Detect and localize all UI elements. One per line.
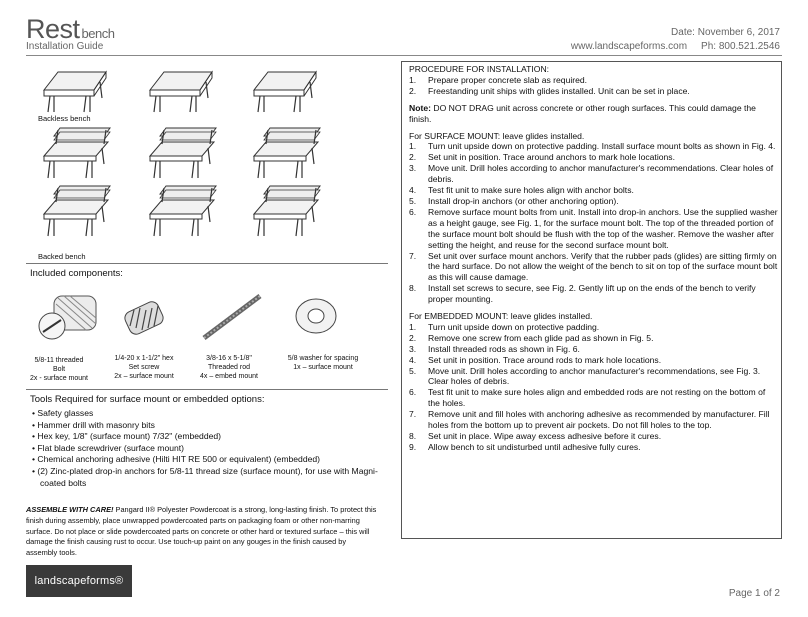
tools-list <box>32 408 382 489</box>
list-item: • (2) Zinc-plated drop-in anchors for 5/8-11 thread size (surface mount), for use with Magni-coated bolts <box>32 465 378 488</box>
components-title: Included components: <box>30 268 123 279</box>
list-item: 5. Move unit. Drill holes according to anchor manufacturer's recommendations, see Fig. 3. Clear holes of debris. <box>409 365 761 387</box>
component-threaded-rod: 3/8-16 x 5-1/8" Threaded rod 4x – embed mount <box>200 355 258 380</box>
document-subtitle: Installation Guide <box>26 41 104 52</box>
bolt-drawing <box>39 296 96 339</box>
backless-bench-label: Backless bench <box>38 114 91 123</box>
section-divider <box>26 389 388 390</box>
page-number: Page 1 of 2 <box>728 588 780 599</box>
list-item: • Hex key, 1/8" (surface mount) 7/32" (embedded) <box>32 431 222 442</box>
list-item: 9. Allow bench to sit undisturbed until adhesive fully cures. <box>409 441 641 452</box>
document-title: Rest bench <box>26 14 115 44</box>
list-item: 8. Install set screws to secure, see Fig. 2. Gently lift up on the ends of the bench to verify proper mounting. <box>409 283 756 305</box>
list-item: 3. Install threaded rods as shown in Fig. 6. <box>409 343 580 354</box>
procedure-note: Note: DO NOT DRAG unit across concrete or other rough surfaces. This could damage the finish. <box>409 102 756 124</box>
set-screw-drawing <box>123 300 166 337</box>
component-bolt: 5/8-11 threaded Bolt 2x - surface mount <box>30 357 88 382</box>
list-item: 7. Remove unit and fill holes with anchoring adhesive as recommended by manufacturer. Fill holes from the bottom up to prevent air pockets. Do not fill holes to the top. <box>409 409 770 431</box>
list-item: • Flat blade screwdriver (surface mount) <box>32 442 185 453</box>
threaded-rod-drawing <box>204 296 260 338</box>
list-item: 7. Set unit over surface mount anchors. Verify that the rubber pads (glides) are sitting firmly on the hard surface. Do not allow the weight of the bench to sit on top of the surface mount bolt as this will cause damage. <box>409 250 778 283</box>
list-item: 6. Remove surface mount bolts from unit. Install into drop-in anchors. Use the supplied washer as a height gauge, see Fig. 1, for the surface mount bolt. The top of the threaded portion of the surface mount bolt should be flush with the top of the washer. Remove the washer after setting the height, and reuse for the second surface mount bolt. <box>409 206 778 250</box>
phone-text: Ph: 800.521.2546 <box>701 41 780 52</box>
list-item: 8. Set unit in place. Wipe away excess adhesive before it cures. <box>409 431 662 441</box>
list-item: • Chemical anchoring adhesive (Hilti HIT RE 500 or equivalent) (embedded) <box>32 454 321 465</box>
list-item: 4. Test fit unit to make sure holes align with anchor bolts. <box>409 185 634 196</box>
procedure-content <box>409 64 779 453</box>
component-illustrations <box>26 282 388 354</box>
backed-bench-view-4 <box>44 186 110 236</box>
surface-mount-title: For SURFACE MOUNT: leave glides installed. <box>409 130 585 141</box>
tools-title: Tools Required for surface mount or embedded options: <box>30 394 265 405</box>
procedure-title: PROCEDURE FOR INSTALLATION: <box>409 64 550 74</box>
backed-bench-view-3 <box>254 128 320 178</box>
list-item: 1. Turn unit upside down on protective padding. <box>409 321 600 332</box>
backed-bench-view-5 <box>150 186 216 236</box>
bench-illustrations <box>26 60 388 260</box>
list-item: 1. Prepare proper concrete slab as required. <box>409 74 588 85</box>
list-item: 4. Set unit in position. Trace around rods to mark hole locations. <box>409 354 662 365</box>
backed-bench-view-2 <box>150 128 216 178</box>
header-rule <box>26 55 782 56</box>
contact-line <box>557 41 780 52</box>
care-notice: ASSEMBLE WITH CARE! Pangard II® Polyester Powdercoat is a strong, long-lasting finish. To protect this finish during assembly, place unwrapped powdercoated parts on packaging foam or other non-marring surface. Do not place or slide powdercoated parts on concrete or other hard or textured surface – this will damage the finish causing rust to occur. Use touch-up paint on any gouges in the finish caused by assembly tools. <box>26 505 377 558</box>
list-item: • Hammer drill with masonry bits <box>32 419 155 430</box>
backed-bench-view-1 <box>44 128 110 178</box>
list-item: 1. Turn unit upside down on protective padding. Install surface mount bolts as shown in Fig. 4. <box>409 141 776 152</box>
backless-bench-view-2 <box>150 72 212 112</box>
document-date: Date: November 6, 2017 <box>671 27 780 38</box>
embedded-mount-title: For EMBEDDED MOUNT: leave glides installed. <box>409 311 593 322</box>
list-item: 2. Remove one screw from each glide pad as shown in Fig. 5. <box>409 332 654 343</box>
list-item: • Safety glasses <box>32 408 94 418</box>
landscapeforms-logo: landscapeforms® <box>26 565 132 597</box>
list-item: 2. Freestanding unit ships with glides installed. Unit can be set in place. <box>409 85 690 96</box>
list-item: 3. Move unit. Drill holes according to anchor manufacturer's recommendations. Clear holes of debris. <box>409 163 774 185</box>
list-item: 6. Test fit unit to make sure holes align and embedded rods are not resting on the bottom of the holes. <box>409 387 766 409</box>
list-item: 2. Set unit in position. Trace around anchors to mark hole locations. <box>409 152 675 163</box>
backed-bench-view-6 <box>254 186 320 236</box>
list-item: 5. Install drop-in anchors (or other anchoring option). <box>409 195 619 206</box>
backless-bench-view-1 <box>44 72 106 112</box>
component-washer: 5/8 washer for spacing 1x – surface mount <box>287 355 359 371</box>
backless-bench-view-3 <box>254 72 316 112</box>
component-set-screw: 1/4-20 x 1-1/2" hex Set screw 2x – surface mount <box>114 355 174 380</box>
section-divider <box>26 263 388 264</box>
washer-drawing <box>296 299 336 333</box>
website-text: www.landscapeforms.com <box>570 41 688 52</box>
backed-bench-label: Backed bench <box>38 252 86 261</box>
